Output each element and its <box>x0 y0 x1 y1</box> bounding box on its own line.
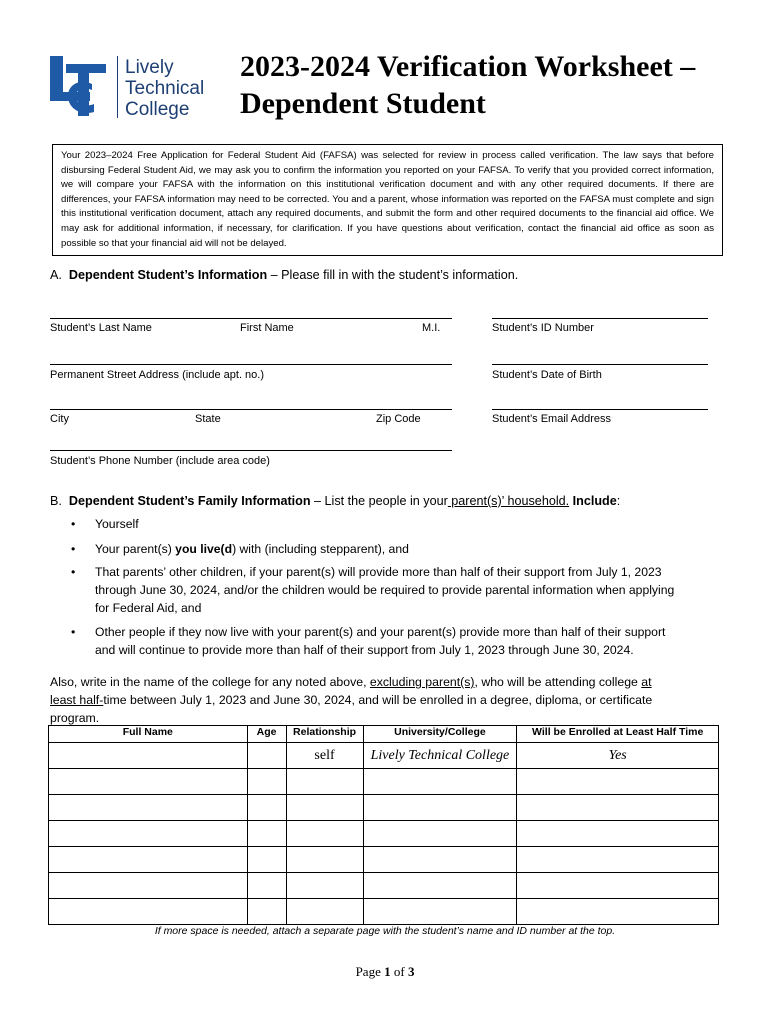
header-full-name: Full Name <box>49 726 248 743</box>
also-least-half: least half- <box>50 693 104 707</box>
also-l1-b: , who will be attending college <box>474 675 642 689</box>
intro-box: Your 2023–2024 Free Application for Federal Student Aid (FAFSA) was selected for review in process called verification. The law says that before disbursing Federal Student Aid, we may ask you to confirm the information you reported on your FAFSA. To verify that you provided correct information, we will compare your FAFSA with the information on this institutional verification document and with any other required documents. If there are differences, your FAFSA information may need to be corrected. You and a parent, whose information was reported on the FAFSA must complete and sign this institutional verification document, attach any required documents, and submit the form and other required documents to the financial aid office. We may ask for additional information, if necessary, for clarification. If you have questions about verification, contact the financial aid office as soon as possible so that your financial aid will not be delayed. <box>52 144 723 256</box>
college-logo-mark <box>48 54 108 120</box>
section-a-letter: A. <box>50 268 62 282</box>
page-number <box>0 964 770 980</box>
table-header-row <box>49 726 719 743</box>
cell-relationship[interactable] <box>286 899 363 925</box>
college-name-line-3: College <box>125 99 190 120</box>
label-mi: M.I. <box>422 322 441 334</box>
cell-relationship[interactable] <box>286 795 363 821</box>
cell-college[interactable] <box>363 821 517 847</box>
cell-age[interactable] <box>247 795 286 821</box>
document-title <box>240 48 695 122</box>
title-line-1: 2023-2024 Verification Worksheet – <box>240 50 696 83</box>
also-line-2 <box>50 691 652 709</box>
label-address: Permanent Street Address (include apt. no.) <box>50 369 265 381</box>
cell-name[interactable] <box>49 743 248 769</box>
table-row <box>49 795 719 821</box>
bullet-parents-a: Your parent(s) <box>95 542 176 556</box>
bullet-3: • <box>71 565 76 579</box>
city-state-zip-line[interactable] <box>50 409 452 410</box>
also-paragraph <box>50 673 652 727</box>
section-b-instruction: – List the people in your <box>310 494 448 508</box>
cell-enrolled[interactable] <box>517 873 719 899</box>
label-phone: Student’s Phone Number (include area code) <box>50 455 270 467</box>
table-row <box>49 769 719 795</box>
also-excluding-parents: excluding parent(s) <box>369 675 475 689</box>
also-l2-b: time between July 1, 2023 and June 30, 2024, and will be enrolled in a degree, diploma, or certificate <box>103 693 653 707</box>
header-relationship: Relationship <box>286 726 363 743</box>
cell-college[interactable] <box>363 769 517 795</box>
label-first-name: First Name <box>240 322 294 334</box>
cell-college[interactable] <box>363 795 517 821</box>
cell-name[interactable] <box>49 873 248 899</box>
college-name-line-1: Lively <box>125 57 174 78</box>
cell-age[interactable] <box>247 769 286 795</box>
last-first-mi-line[interactable] <box>50 318 452 319</box>
cell-name[interactable] <box>49 769 248 795</box>
address-line[interactable] <box>50 364 452 365</box>
section-b-household: parent(s)’ household. <box>447 494 570 508</box>
cell-enrolled[interactable] <box>517 899 719 925</box>
ltc-monogram-icon <box>48 54 108 120</box>
section-b-include: Include <box>569 494 617 508</box>
cell-enrolled[interactable] <box>517 821 719 847</box>
section-b-heading <box>50 494 620 508</box>
also-line-1 <box>50 673 652 691</box>
table-row <box>49 847 719 873</box>
cell-age[interactable] <box>247 743 286 769</box>
cell-college[interactable]: Lively Technical College <box>363 743 517 769</box>
cell-age[interactable] <box>247 821 286 847</box>
header-college: University/College <box>363 726 517 743</box>
header-half-time: Will be Enrolled at Least Half Time <box>517 726 719 743</box>
title-line-2: Dependent Student <box>240 87 486 120</box>
phone-line[interactable] <box>50 450 452 451</box>
table-row <box>49 821 719 847</box>
label-email: Student’s Email Address <box>492 413 612 425</box>
page-total: 3 <box>407 964 415 979</box>
dob-line[interactable] <box>492 364 708 365</box>
table-row <box>49 899 719 925</box>
bullet-parents-c: ) with (including stepparent), and <box>232 542 409 556</box>
header-age: Age <box>247 726 286 743</box>
family-table <box>48 725 719 925</box>
bullet-other-people-l1: Other people if they now live with your parent(s) and your parent(s) provide more than half of their support <box>95 625 666 639</box>
cell-relationship[interactable] <box>286 847 363 873</box>
cell-enrolled[interactable]: Yes <box>517 743 719 769</box>
space-note: If more space is needed, attach a separate page with the student’s name and ID number at the top. <box>154 925 616 937</box>
college-name <box>125 57 204 120</box>
label-last-name: Student’s Last Name <box>50 322 152 334</box>
cell-college[interactable] <box>363 847 517 873</box>
bullet-1: • <box>71 517 76 531</box>
logo-divider <box>117 56 118 118</box>
label-state: State <box>195 413 221 425</box>
cell-name[interactable] <box>49 821 248 847</box>
table-row <box>49 743 719 769</box>
label-student-id: Student’s ID Number <box>492 322 594 334</box>
section-b-colon: : <box>616 494 621 508</box>
cell-college[interactable] <box>363 899 517 925</box>
bullet-other-children-l3: for Federal Aid, and <box>95 601 202 615</box>
page-of: of <box>390 964 408 979</box>
cell-name[interactable] <box>49 847 248 873</box>
cell-name[interactable] <box>49 795 248 821</box>
email-line[interactable] <box>492 409 708 410</box>
cell-enrolled[interactable] <box>517 847 719 873</box>
cell-relationship[interactable] <box>286 821 363 847</box>
bullet-4: • <box>71 625 76 639</box>
also-line-3: program. <box>50 711 100 725</box>
bullet-other-people-l2: and will continue to provide more than half of their support from July 1, 2023 through June 30, 2024. <box>95 643 634 657</box>
page-current: 1 <box>384 964 391 979</box>
college-name-line-2: Technical <box>125 78 205 99</box>
cell-enrolled[interactable] <box>517 769 719 795</box>
table-row <box>49 873 719 899</box>
section-a-heading <box>50 268 518 282</box>
section-a-title: Dependent Student’s Information <box>68 268 268 282</box>
bullet-other-people <box>95 623 665 659</box>
also-at: at <box>641 675 652 689</box>
cell-age[interactable] <box>247 899 286 925</box>
cell-college[interactable] <box>363 873 517 899</box>
label-dob: Student’s Date of Birth <box>492 369 602 381</box>
bullet-other-children-l1: That parents’ other children, if your parent(s) will provide more than half of their support from July 1, 2023 <box>95 565 662 579</box>
cell-relationship[interactable]: self <box>286 743 363 769</box>
section-b-title: Dependent Student’s Family Information <box>68 494 311 508</box>
label-city: City <box>50 413 69 425</box>
bullet-parents-bold: you live(d <box>175 542 233 556</box>
cell-name[interactable] <box>49 899 248 925</box>
section-b-letter: B. <box>50 494 62 508</box>
cell-relationship[interactable] <box>286 873 363 899</box>
bullet-other-children-l2: through June 30, 2024, and/or the children would be required to provide parental information when applying <box>95 583 675 597</box>
bullet-other-children <box>95 563 674 617</box>
bullet-yourself: Yourself <box>95 517 139 531</box>
bullet-2: • <box>71 542 76 556</box>
label-zip: Zip Code <box>376 413 421 425</box>
bullet-parents <box>95 540 409 558</box>
cell-age[interactable] <box>247 873 286 899</box>
cell-relationship[interactable] <box>286 769 363 795</box>
cell-enrolled[interactable] <box>517 795 719 821</box>
also-l1-a: Also, write in the name of the college for any noted above, <box>50 675 370 689</box>
page-prefix: Page <box>355 964 385 979</box>
section-a-instruction: – Please fill in with the student’s information. <box>267 268 519 282</box>
cell-age[interactable] <box>247 847 286 873</box>
student-id-line[interactable] <box>492 318 708 319</box>
